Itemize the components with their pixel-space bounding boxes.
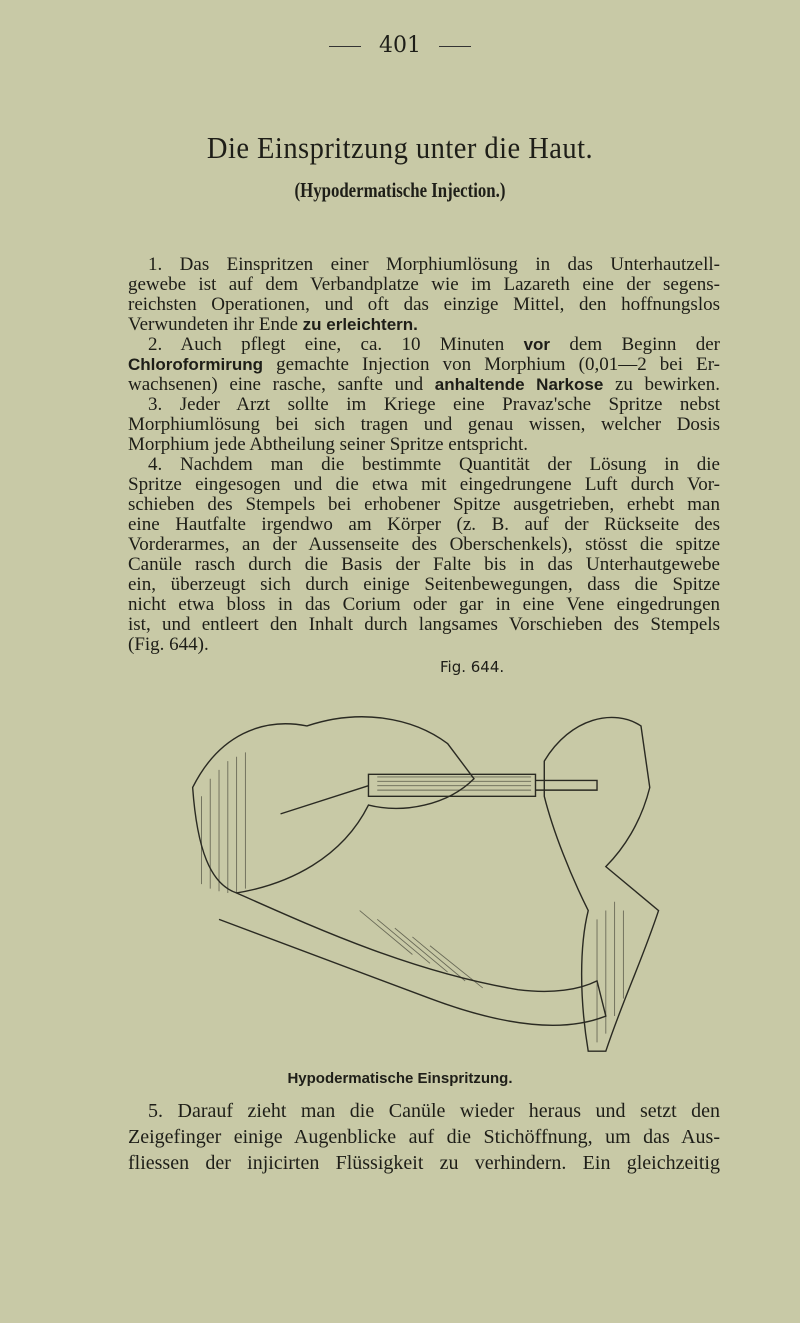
emphasis: Chloroformirung xyxy=(128,355,264,374)
needle xyxy=(281,786,369,814)
text-line: Morphiumlösung bei sich tragen und genau wissen, welcher Dosis xyxy=(128,414,720,435)
body-text-bottom xyxy=(128,1098,720,1176)
divider xyxy=(439,46,471,47)
emphasis: vor xyxy=(523,335,551,354)
page-title: Die Einspritzung unter die Haut. xyxy=(206,130,594,165)
text-line xyxy=(128,315,720,335)
text-line: nicht etwa bloss in das Corium oder gar in eine Vene eingedrungen xyxy=(128,594,720,615)
page-subtitle: (Hypodermatische Injection.) xyxy=(294,178,506,202)
text-line: Canüle rasch durch die Basis der Falte bis in das Unterhautgewebe xyxy=(128,554,720,575)
arm-fold xyxy=(219,893,606,1025)
page-number xyxy=(0,34,800,58)
text-line: fliessen der injicirten Flüssigkeit zu verhindern. Ein gleichzeitig xyxy=(128,1152,720,1174)
text-line: schieben des Stempels bei erhobener Spitze ausgetrieben, erhebt man xyxy=(128,494,720,515)
divider xyxy=(329,46,361,47)
text-run: zu bewirken. xyxy=(603,374,720,395)
text-line: Zeigefinger einige Augenblicke auf die Stichöffnung, um das Aus- xyxy=(128,1126,720,1148)
text-run: gemachte Injection von Morphium (0,01—2 bei Er- xyxy=(263,354,720,375)
text-line: Vorderarmes, an der Aussenseite des Oberschenkels), stösst die spitze xyxy=(128,534,720,555)
text-line xyxy=(128,355,720,375)
text-line: reichsten Operationen, und oft das einzige Mittel, den hoffnungslos xyxy=(128,294,720,315)
text-run: dem Beginn der xyxy=(550,334,720,355)
syringe-injection-illustration xyxy=(150,682,710,1060)
figure-caption: Hypodermatische Einspritzung. xyxy=(287,1070,513,1087)
text-line: eine Hautfalte irgendwo am Körper (z. B. auf der Rückseite des xyxy=(128,514,720,535)
text-line: gewebe ist auf dem Verbandplatze wie im Lazareth eine der segens- xyxy=(128,274,720,295)
text-line: ein, überzeugt sich durch einige Seitenbewegungen, dass die Spitze xyxy=(128,574,720,595)
text-line xyxy=(128,375,720,395)
hand-left xyxy=(193,717,474,893)
text-line: (Fig. 644). xyxy=(128,634,209,655)
text-run: Verwundeten ihr Ende xyxy=(128,314,303,335)
text-line: 3. Jeder Arzt sollte im Kriege eine Pravaz'sche Spritze nebst xyxy=(148,394,720,415)
text-run: 2. Auch pflegt eine, ca. 10 Minuten xyxy=(148,334,524,355)
syringe-barrel xyxy=(368,774,535,796)
figure-label: Fig. 644. xyxy=(440,658,505,676)
page-number-text: 401 xyxy=(379,33,421,58)
text-line: Spritze eingesogen und die etwa mit eingedrungene Luft durch Vor- xyxy=(128,474,720,495)
emphasis: zu erleichtern. xyxy=(302,315,418,334)
text-line: 4. Nachdem man die bestimmte Quantität der Lösung in die xyxy=(148,454,720,475)
text-line: ist, und entleert den Inhalt durch langsames Vorschieben des Stempels xyxy=(128,614,720,635)
text-line: Morphium jede Abtheilung seiner Spritze entspricht. xyxy=(128,434,528,455)
text-line: 5. Darauf zieht man die Canüle wieder heraus und setzt den xyxy=(148,1100,720,1122)
emphasis: anhaltende Narkose xyxy=(434,375,604,394)
text-line: 1. Das Einspritzen einer Morphiumlösung in das Unterhautzell- xyxy=(148,254,720,275)
text-run: wachsenen) eine rasche, sanfte und xyxy=(128,374,435,395)
body-text-top xyxy=(128,255,720,655)
text-line xyxy=(128,335,720,355)
